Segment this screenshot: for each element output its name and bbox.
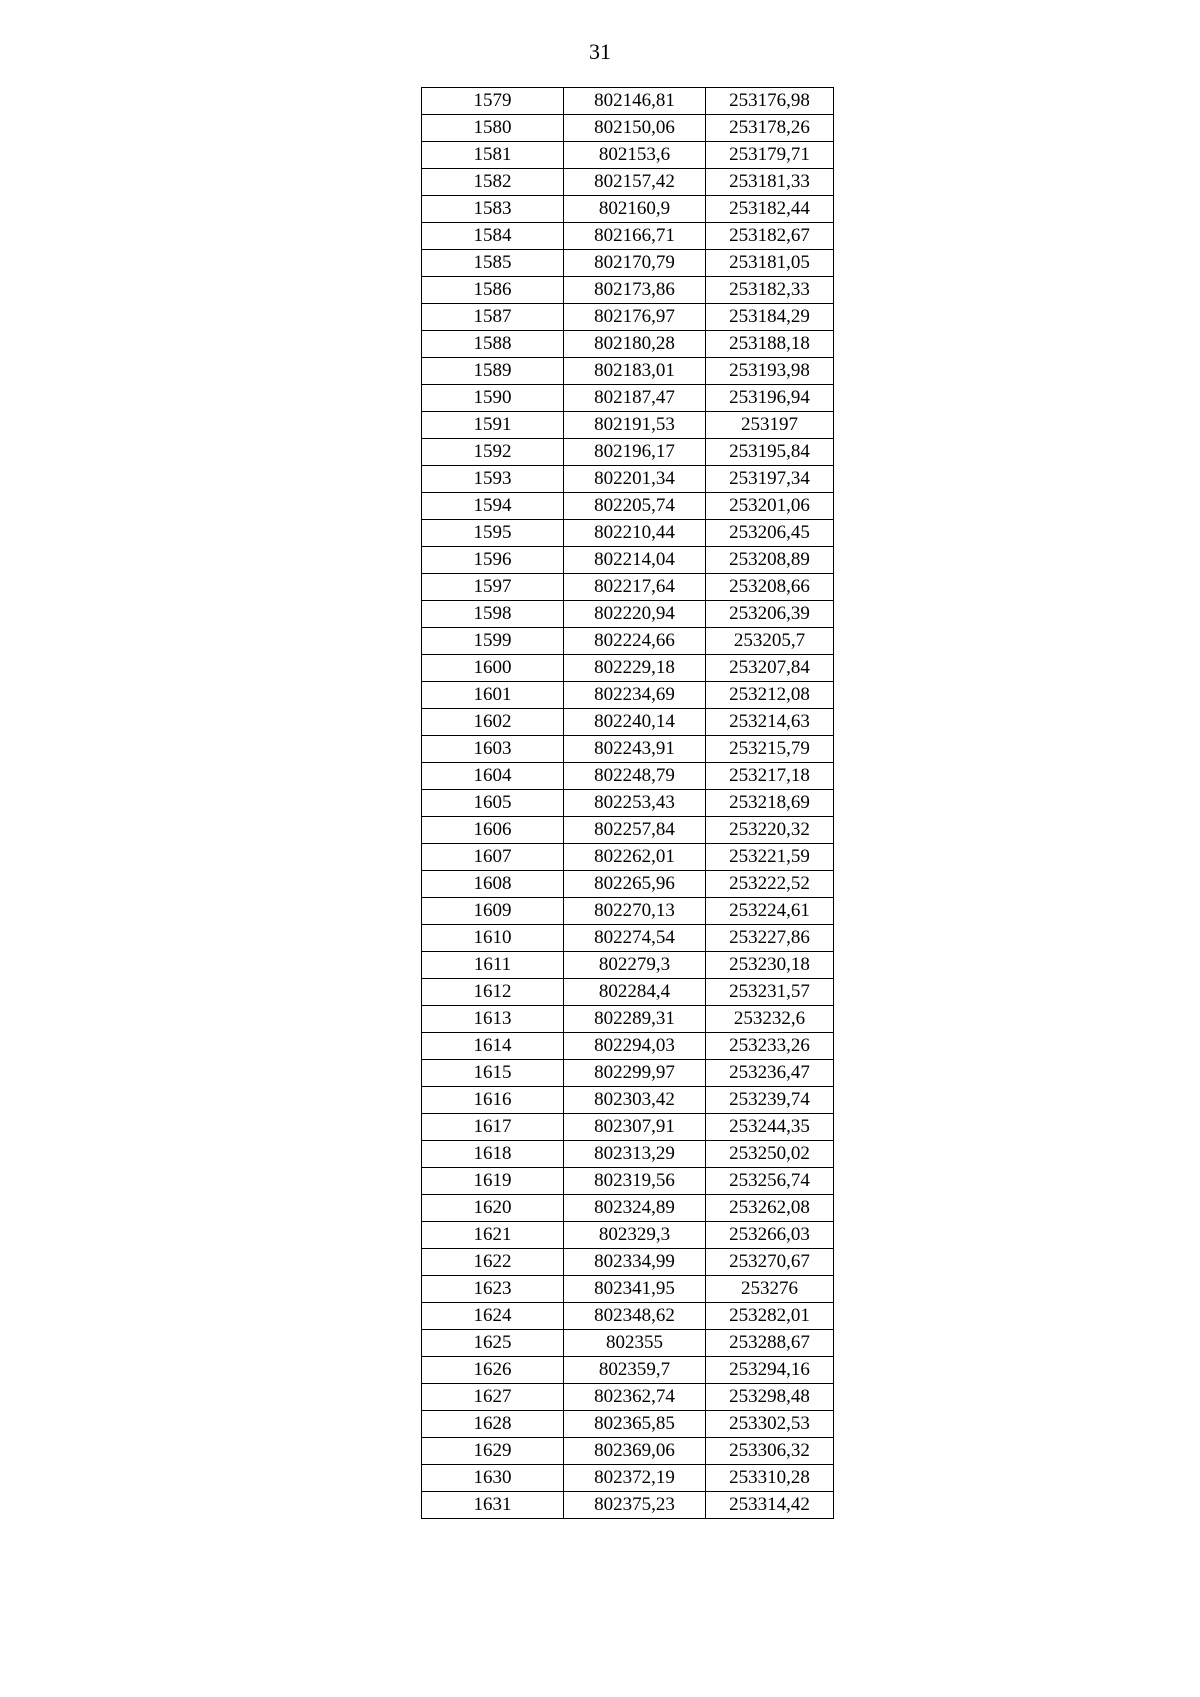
x-coordinate-cell: 802307,91 xyxy=(564,1114,706,1141)
table-row xyxy=(422,277,834,304)
table-row xyxy=(422,196,834,223)
point-number-cell: 1620 xyxy=(422,1195,564,1222)
table-row xyxy=(422,1114,834,1141)
point-number-cell: 1628 xyxy=(422,1411,564,1438)
x-coordinate-cell: 802341,95 xyxy=(564,1276,706,1303)
x-coordinate-cell: 802196,17 xyxy=(564,439,706,466)
x-coordinate-cell: 802253,43 xyxy=(564,790,706,817)
y-coordinate-cell: 253224,61 xyxy=(706,898,834,925)
y-coordinate-cell: 253310,28 xyxy=(706,1465,834,1492)
point-number-cell: 1621 xyxy=(422,1222,564,1249)
table-row xyxy=(422,466,834,493)
point-number-cell: 1626 xyxy=(422,1357,564,1384)
table-row xyxy=(422,439,834,466)
point-number-cell: 1590 xyxy=(422,385,564,412)
y-coordinate-cell: 253231,57 xyxy=(706,979,834,1006)
x-coordinate-cell: 802294,03 xyxy=(564,1033,706,1060)
x-coordinate-cell: 802176,97 xyxy=(564,304,706,331)
point-number-cell: 1596 xyxy=(422,547,564,574)
point-number-cell: 1593 xyxy=(422,466,564,493)
table-row xyxy=(422,412,834,439)
y-coordinate-cell: 253197,34 xyxy=(706,466,834,493)
point-number-cell: 1625 xyxy=(422,1330,564,1357)
y-coordinate-cell: 253201,06 xyxy=(706,493,834,520)
x-coordinate-cell: 802355 xyxy=(564,1330,706,1357)
y-coordinate-cell: 253262,08 xyxy=(706,1195,834,1222)
y-coordinate-cell: 253196,94 xyxy=(706,385,834,412)
x-coordinate-cell: 802359,7 xyxy=(564,1357,706,1384)
table-row xyxy=(422,1465,834,1492)
table-row xyxy=(422,1195,834,1222)
x-coordinate-cell: 802187,47 xyxy=(564,385,706,412)
point-number-cell: 1616 xyxy=(422,1087,564,1114)
point-number-cell: 1588 xyxy=(422,331,564,358)
x-coordinate-cell: 802214,04 xyxy=(564,547,706,574)
point-number-cell: 1610 xyxy=(422,925,564,952)
table-row xyxy=(422,709,834,736)
table-row xyxy=(422,1033,834,1060)
table-row xyxy=(422,304,834,331)
y-coordinate-cell: 253298,48 xyxy=(706,1384,834,1411)
y-coordinate-cell: 253288,67 xyxy=(706,1330,834,1357)
y-coordinate-cell: 253208,66 xyxy=(706,574,834,601)
point-number-cell: 1615 xyxy=(422,1060,564,1087)
y-coordinate-cell: 253214,63 xyxy=(706,709,834,736)
point-number-cell: 1604 xyxy=(422,763,564,790)
y-coordinate-cell: 253236,47 xyxy=(706,1060,834,1087)
point-number-cell: 1618 xyxy=(422,1141,564,1168)
point-number-cell: 1592 xyxy=(422,439,564,466)
x-coordinate-cell: 802365,85 xyxy=(564,1411,706,1438)
table-row xyxy=(422,655,834,682)
y-coordinate-cell: 253212,08 xyxy=(706,682,834,709)
x-coordinate-cell: 802170,79 xyxy=(564,250,706,277)
table-row xyxy=(422,817,834,844)
point-number-cell: 1607 xyxy=(422,844,564,871)
x-coordinate-cell: 802319,56 xyxy=(564,1168,706,1195)
x-coordinate-cell: 802240,14 xyxy=(564,709,706,736)
x-coordinate-cell: 802274,54 xyxy=(564,925,706,952)
y-coordinate-cell: 253207,84 xyxy=(706,655,834,682)
point-number-cell: 1586 xyxy=(422,277,564,304)
table-row xyxy=(422,331,834,358)
table-row xyxy=(422,952,834,979)
y-coordinate-cell: 253220,32 xyxy=(706,817,834,844)
table-row xyxy=(422,844,834,871)
table-row xyxy=(422,520,834,547)
table-row xyxy=(422,250,834,277)
table-row xyxy=(422,1249,834,1276)
table-row xyxy=(422,115,834,142)
point-number-cell: 1579 xyxy=(422,88,564,115)
table-row xyxy=(422,547,834,574)
x-coordinate-cell: 802173,86 xyxy=(564,277,706,304)
x-coordinate-cell: 802243,91 xyxy=(564,736,706,763)
table-row xyxy=(422,1438,834,1465)
y-coordinate-cell: 253314,42 xyxy=(706,1492,834,1519)
table-row xyxy=(422,682,834,709)
x-coordinate-cell: 802369,06 xyxy=(564,1438,706,1465)
table-row xyxy=(422,169,834,196)
point-number-cell: 1597 xyxy=(422,574,564,601)
y-coordinate-cell: 253230,18 xyxy=(706,952,834,979)
table-row xyxy=(422,1222,834,1249)
y-coordinate-cell: 253270,67 xyxy=(706,1249,834,1276)
y-coordinate-cell: 253282,01 xyxy=(706,1303,834,1330)
point-number-cell: 1601 xyxy=(422,682,564,709)
x-coordinate-cell: 802224,66 xyxy=(564,628,706,655)
x-coordinate-cell: 802348,62 xyxy=(564,1303,706,1330)
y-coordinate-cell: 253233,26 xyxy=(706,1033,834,1060)
x-coordinate-cell: 802262,01 xyxy=(564,844,706,871)
point-number-cell: 1580 xyxy=(422,115,564,142)
x-coordinate-cell: 802313,29 xyxy=(564,1141,706,1168)
y-coordinate-cell: 253181,05 xyxy=(706,250,834,277)
table-row xyxy=(422,1060,834,1087)
x-coordinate-cell: 802166,71 xyxy=(564,223,706,250)
point-number-cell: 1598 xyxy=(422,601,564,628)
table-row xyxy=(422,1357,834,1384)
x-coordinate-cell: 802201,34 xyxy=(564,466,706,493)
x-coordinate-cell: 802289,31 xyxy=(564,1006,706,1033)
point-number-cell: 1629 xyxy=(422,1438,564,1465)
y-coordinate-cell: 253181,33 xyxy=(706,169,834,196)
x-coordinate-cell: 802279,3 xyxy=(564,952,706,979)
y-coordinate-cell: 253176,98 xyxy=(706,88,834,115)
x-coordinate-cell: 802205,74 xyxy=(564,493,706,520)
coordinates-table-body xyxy=(422,88,834,1519)
point-number-cell: 1584 xyxy=(422,223,564,250)
point-number-cell: 1617 xyxy=(422,1114,564,1141)
y-coordinate-cell: 253184,29 xyxy=(706,304,834,331)
point-number-cell: 1622 xyxy=(422,1249,564,1276)
x-coordinate-cell: 802303,42 xyxy=(564,1087,706,1114)
point-number-cell: 1585 xyxy=(422,250,564,277)
point-number-cell: 1630 xyxy=(422,1465,564,1492)
y-coordinate-cell: 253179,71 xyxy=(706,142,834,169)
point-number-cell: 1599 xyxy=(422,628,564,655)
table-row xyxy=(422,385,834,412)
table-row xyxy=(422,898,834,925)
table-row xyxy=(422,1303,834,1330)
y-coordinate-cell: 253215,79 xyxy=(706,736,834,763)
table-row xyxy=(422,628,834,655)
y-coordinate-cell: 253250,02 xyxy=(706,1141,834,1168)
y-coordinate-cell: 253205,7 xyxy=(706,628,834,655)
point-number-cell: 1591 xyxy=(422,412,564,439)
point-number-cell: 1606 xyxy=(422,817,564,844)
table-row xyxy=(422,88,834,115)
y-coordinate-cell: 253182,67 xyxy=(706,223,834,250)
y-coordinate-cell: 253218,69 xyxy=(706,790,834,817)
point-number-cell: 1623 xyxy=(422,1276,564,1303)
x-coordinate-cell: 802210,44 xyxy=(564,520,706,547)
point-number-cell: 1589 xyxy=(422,358,564,385)
point-number-cell: 1631 xyxy=(422,1492,564,1519)
table-row xyxy=(422,601,834,628)
x-coordinate-cell: 802248,79 xyxy=(564,763,706,790)
x-coordinate-cell: 802217,64 xyxy=(564,574,706,601)
y-coordinate-cell: 253227,86 xyxy=(706,925,834,952)
x-coordinate-cell: 802284,4 xyxy=(564,979,706,1006)
y-coordinate-cell: 253217,18 xyxy=(706,763,834,790)
table-row xyxy=(422,871,834,898)
point-number-cell: 1605 xyxy=(422,790,564,817)
x-coordinate-cell: 802334,99 xyxy=(564,1249,706,1276)
y-coordinate-cell: 253294,16 xyxy=(706,1357,834,1384)
y-coordinate-cell: 253266,03 xyxy=(706,1222,834,1249)
x-coordinate-cell: 802229,18 xyxy=(564,655,706,682)
point-number-cell: 1613 xyxy=(422,1006,564,1033)
coordinates-table xyxy=(421,87,834,1519)
y-coordinate-cell: 253182,33 xyxy=(706,277,834,304)
x-coordinate-cell: 802270,13 xyxy=(564,898,706,925)
y-coordinate-cell: 253197 xyxy=(706,412,834,439)
x-coordinate-cell: 802150,06 xyxy=(564,115,706,142)
y-coordinate-cell: 253302,53 xyxy=(706,1411,834,1438)
table-row xyxy=(422,763,834,790)
point-number-cell: 1619 xyxy=(422,1168,564,1195)
point-number-cell: 1587 xyxy=(422,304,564,331)
y-coordinate-cell: 253244,35 xyxy=(706,1114,834,1141)
table-row xyxy=(422,493,834,520)
point-number-cell: 1581 xyxy=(422,142,564,169)
x-coordinate-cell: 802324,89 xyxy=(564,1195,706,1222)
y-coordinate-cell: 253222,52 xyxy=(706,871,834,898)
table-row xyxy=(422,925,834,952)
table-row xyxy=(422,1384,834,1411)
x-coordinate-cell: 802329,3 xyxy=(564,1222,706,1249)
point-number-cell: 1602 xyxy=(422,709,564,736)
table-row xyxy=(422,790,834,817)
y-coordinate-cell: 253221,59 xyxy=(706,844,834,871)
point-number-cell: 1594 xyxy=(422,493,564,520)
table-row xyxy=(422,1006,834,1033)
y-coordinate-cell: 253193,98 xyxy=(706,358,834,385)
x-coordinate-cell: 802220,94 xyxy=(564,601,706,628)
table-row xyxy=(422,142,834,169)
point-number-cell: 1583 xyxy=(422,196,564,223)
y-coordinate-cell: 253232,6 xyxy=(706,1006,834,1033)
x-coordinate-cell: 802157,42 xyxy=(564,169,706,196)
table-row xyxy=(422,223,834,250)
y-coordinate-cell: 253256,74 xyxy=(706,1168,834,1195)
point-number-cell: 1624 xyxy=(422,1303,564,1330)
y-coordinate-cell: 253206,45 xyxy=(706,520,834,547)
table-row xyxy=(422,1141,834,1168)
x-coordinate-cell: 802183,01 xyxy=(564,358,706,385)
x-coordinate-cell: 802299,97 xyxy=(564,1060,706,1087)
table-row xyxy=(422,1168,834,1195)
y-coordinate-cell: 253208,89 xyxy=(706,547,834,574)
table-row xyxy=(422,358,834,385)
x-coordinate-cell: 802191,53 xyxy=(564,412,706,439)
x-coordinate-cell: 802160,9 xyxy=(564,196,706,223)
point-number-cell: 1611 xyxy=(422,952,564,979)
x-coordinate-cell: 802375,23 xyxy=(564,1492,706,1519)
point-number-cell: 1614 xyxy=(422,1033,564,1060)
table-row xyxy=(422,1492,834,1519)
x-coordinate-cell: 802362,74 xyxy=(564,1384,706,1411)
x-coordinate-cell: 802265,96 xyxy=(564,871,706,898)
y-coordinate-cell: 253195,84 xyxy=(706,439,834,466)
x-coordinate-cell: 802153,6 xyxy=(564,142,706,169)
y-coordinate-cell: 253188,18 xyxy=(706,331,834,358)
point-number-cell: 1612 xyxy=(422,979,564,1006)
table-row xyxy=(422,1411,834,1438)
point-number-cell: 1595 xyxy=(422,520,564,547)
point-number-cell: 1609 xyxy=(422,898,564,925)
x-coordinate-cell: 802372,19 xyxy=(564,1465,706,1492)
table-row xyxy=(422,979,834,1006)
point-number-cell: 1603 xyxy=(422,736,564,763)
table-row xyxy=(422,574,834,601)
point-number-cell: 1582 xyxy=(422,169,564,196)
table-row xyxy=(422,1087,834,1114)
point-number-cell: 1608 xyxy=(422,871,564,898)
table-row xyxy=(422,736,834,763)
table-row xyxy=(422,1330,834,1357)
x-coordinate-cell: 802234,69 xyxy=(564,682,706,709)
y-coordinate-cell: 253182,44 xyxy=(706,196,834,223)
y-coordinate-cell: 253178,26 xyxy=(706,115,834,142)
y-coordinate-cell: 253239,74 xyxy=(706,1087,834,1114)
y-coordinate-cell: 253276 xyxy=(706,1276,834,1303)
y-coordinate-cell: 253306,32 xyxy=(706,1438,834,1465)
table-row xyxy=(422,1276,834,1303)
y-coordinate-cell: 253206,39 xyxy=(706,601,834,628)
point-number-cell: 1627 xyxy=(422,1384,564,1411)
x-coordinate-cell: 802146,81 xyxy=(564,88,706,115)
point-number-cell: 1600 xyxy=(422,655,564,682)
x-coordinate-cell: 802180,28 xyxy=(564,331,706,358)
page-number: 31 xyxy=(589,39,611,64)
x-coordinate-cell: 802257,84 xyxy=(564,817,706,844)
